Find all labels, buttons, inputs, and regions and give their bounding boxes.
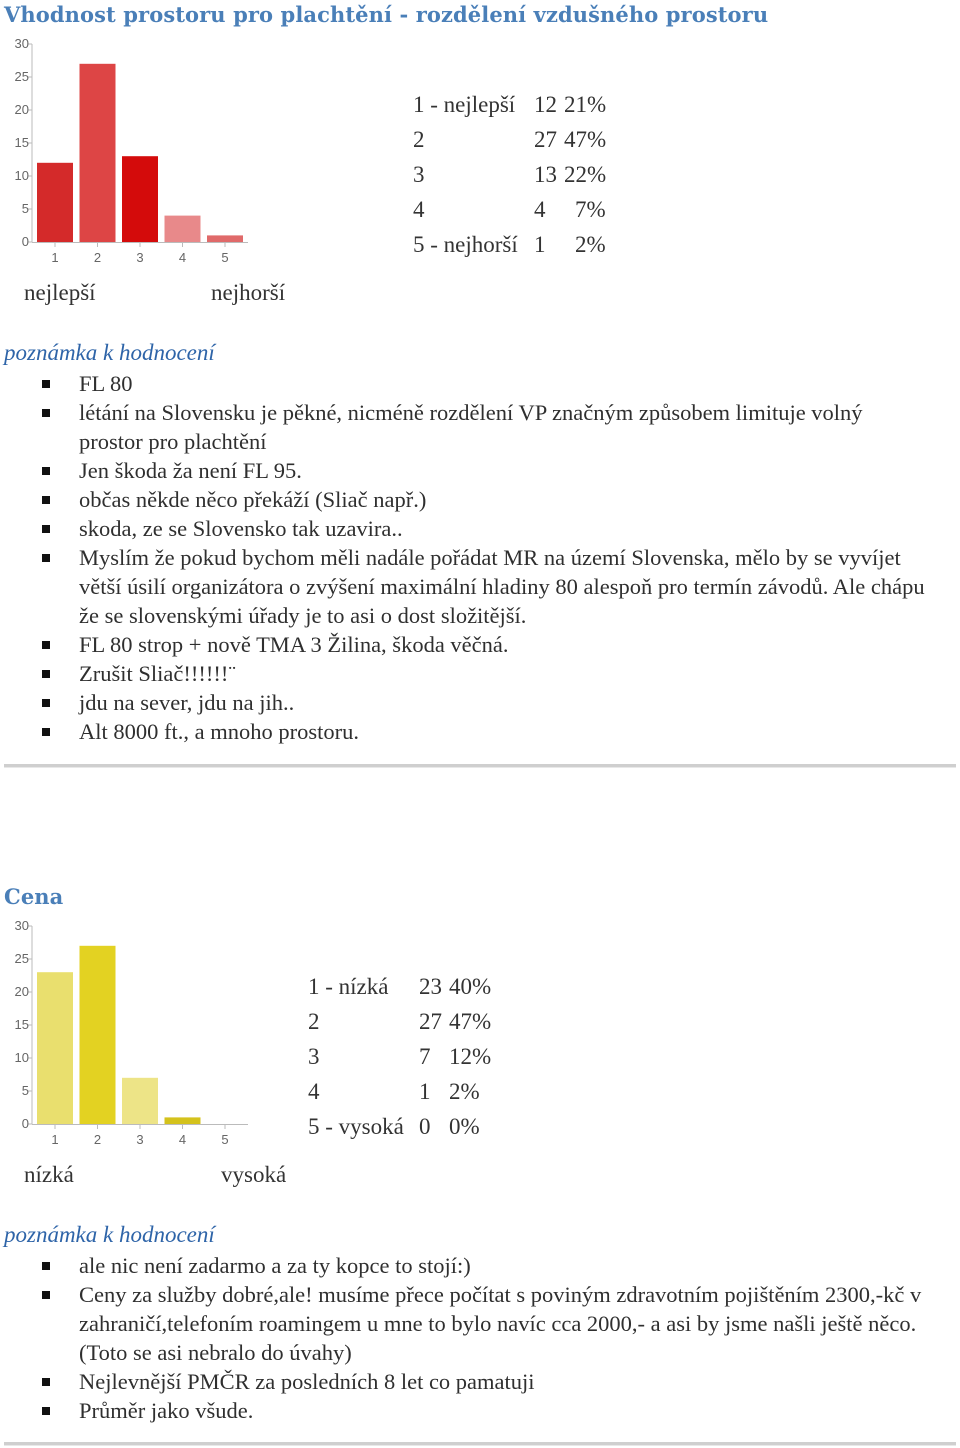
bar xyxy=(37,163,73,242)
notes-list xyxy=(0,1251,930,1425)
x-tick-label: 4 xyxy=(178,250,187,265)
stat-percent: 2% xyxy=(449,1079,480,1104)
list-item xyxy=(0,630,930,659)
bar-chart-airspace xyxy=(0,32,260,267)
list-item xyxy=(0,688,930,717)
stat-label: 5 - vysoká xyxy=(308,1114,404,1139)
square-bullet-icon xyxy=(42,641,50,649)
stat-label: 4 xyxy=(413,197,425,222)
square-bullet-icon xyxy=(42,554,50,562)
y-tick-label: 20 xyxy=(14,984,29,999)
y-tick-label: 25 xyxy=(14,69,29,84)
stat-count: 1 xyxy=(534,232,546,257)
notes-list xyxy=(0,369,930,746)
list-item xyxy=(0,1396,930,1425)
y-tick-label: 25 xyxy=(14,951,29,966)
x-tick-label: 2 xyxy=(93,250,102,265)
list-item xyxy=(0,543,930,630)
stat-count: 12 xyxy=(534,92,557,117)
stat-percent: 47% xyxy=(564,127,607,152)
section-divider xyxy=(4,764,956,768)
note-text: Nejlevnější PMČR za posledních 8 let co pamatuji xyxy=(79,1369,535,1394)
stat-percent: 2% xyxy=(575,232,606,257)
x-tick-label: 5 xyxy=(221,250,229,265)
stat-percent: 22% xyxy=(564,162,607,187)
section-title: Cena xyxy=(4,884,64,909)
square-bullet-icon xyxy=(42,1378,50,1386)
stat-percent: 0% xyxy=(449,1114,480,1139)
note-text: ale nic není zadarmo a za ty kopce to stojí:) xyxy=(79,1253,471,1278)
stat-count: 4 xyxy=(534,197,546,222)
square-bullet-icon xyxy=(42,467,50,475)
square-bullet-icon xyxy=(42,409,50,417)
y-tick-label: 0 xyxy=(21,234,29,249)
stat-count: 27 xyxy=(419,1009,442,1034)
stat-percent: 12% xyxy=(449,1044,492,1069)
note-text: skoda, ze se Slovensko tak uzavira.. xyxy=(79,516,403,541)
bar xyxy=(80,946,116,1124)
bar xyxy=(165,216,201,242)
stat-label: 2 xyxy=(308,1009,320,1034)
scale-label-low: nejlepší xyxy=(24,280,96,305)
bar xyxy=(37,972,73,1124)
x-tick-label: 2 xyxy=(93,1132,102,1147)
square-bullet-icon xyxy=(42,670,50,678)
list-item xyxy=(0,514,930,543)
bar-chart-price xyxy=(0,914,260,1149)
y-tick-label: 10 xyxy=(14,168,29,183)
stat-count: 13 xyxy=(534,162,557,187)
list-item xyxy=(0,398,930,456)
stat-count: 23 xyxy=(419,974,442,999)
section-divider xyxy=(4,1442,956,1446)
note-text: Zrušit Sliač!!!!!!¨ xyxy=(79,661,236,686)
y-tick-label: 0 xyxy=(21,1116,29,1131)
x-tick-label: 4 xyxy=(178,1132,187,1147)
square-bullet-icon xyxy=(42,1262,50,1270)
square-bullet-icon xyxy=(42,380,50,388)
note-text: Průměr jako všude. xyxy=(79,1398,254,1423)
y-tick-label: 10 xyxy=(14,1050,29,1065)
stat-count: 1 xyxy=(419,1079,431,1104)
square-bullet-icon xyxy=(42,699,50,707)
bar xyxy=(80,64,116,242)
list-item xyxy=(0,1251,930,1280)
square-bullet-icon xyxy=(42,496,50,504)
stat-count: 0 xyxy=(419,1114,431,1139)
stat-count: 7 xyxy=(419,1044,431,1069)
stat-label: 3 xyxy=(413,162,425,187)
note-text: občas někde něco překáží (Sliač např.) xyxy=(79,487,427,512)
note-text: Alt 8000 ft., a mnoho prostoru. xyxy=(79,719,359,744)
square-bullet-icon xyxy=(42,525,50,533)
section-title: Vhodnost prostoru pro plachtění - rozdělení vzdušného prostoru xyxy=(4,2,769,27)
scale-label-high: vysoká xyxy=(221,1162,287,1187)
list-item xyxy=(0,485,930,514)
stat-percent: 47% xyxy=(449,1009,492,1034)
y-tick-label: 30 xyxy=(14,36,29,51)
y-tick-label: 5 xyxy=(21,201,29,216)
scale-label-low: nízká xyxy=(24,1162,74,1187)
note-text: FL 80 strop + nově TMA 3 Žilina, škoda věčná. xyxy=(79,632,509,657)
stat-label: 2 xyxy=(413,127,425,152)
list-item xyxy=(0,717,930,746)
stat-count: 27 xyxy=(534,127,557,152)
notes-header: poznámka k hodnocení xyxy=(4,340,215,365)
x-tick-label: 1 xyxy=(51,250,59,265)
notes-header: poznámka k hodnocení xyxy=(4,1222,215,1247)
y-tick-label: 15 xyxy=(14,135,29,150)
list-item xyxy=(0,369,930,398)
note-text: jdu na sever, jdu na jih.. xyxy=(79,690,295,715)
list-item xyxy=(0,1367,930,1396)
bar xyxy=(122,156,158,242)
note-text: Ceny za služby dobré,ale! musíme přece počítat s poviným zdravotním pojištěním 2300,-kč v zahraničí,telefoním roamingem u mne to bylo navíc cca 2000,- a asi by jsme našli ještě něco.(Toto se asi nebralo do úvahy) xyxy=(79,1282,922,1365)
square-bullet-icon xyxy=(42,1407,50,1415)
stat-label: 1 - nízká xyxy=(308,974,389,999)
note-text: Myslím že pokud bychom měli nadále pořádat MR na území Slovenska, mělo by se vyvíjet větší úsilí organizátora o zvýšení maximální hladiny 80 alespoň pro termín závodů. Ale chápu že se slovenskými úřady je to asi o dost složitější. xyxy=(79,545,925,628)
x-tick-label: 1 xyxy=(51,1132,59,1147)
square-bullet-icon xyxy=(42,1291,50,1299)
list-item xyxy=(0,1280,930,1367)
x-tick-label: 5 xyxy=(221,1132,229,1147)
y-tick-label: 15 xyxy=(14,1017,29,1032)
stat-percent: 21% xyxy=(564,92,607,117)
y-tick-label: 5 xyxy=(21,1083,29,1098)
stat-percent: 7% xyxy=(575,197,606,222)
stat-label: 3 xyxy=(308,1044,320,1069)
note-text: Jen škoda ža není FL 95. xyxy=(79,458,302,483)
scale-label-high: nejhorší xyxy=(211,280,286,305)
stat-percent: 40% xyxy=(449,974,492,999)
bar xyxy=(165,1117,201,1124)
square-bullet-icon xyxy=(42,728,50,736)
x-tick-label: 3 xyxy=(136,250,144,265)
stat-label: 5 - nejhorší xyxy=(413,232,518,257)
x-tick-label: 3 xyxy=(136,1132,144,1147)
bar xyxy=(122,1078,158,1124)
note-text: FL 80 xyxy=(79,371,133,396)
y-tick-label: 30 xyxy=(14,918,29,933)
bar xyxy=(207,235,243,242)
stat-label: 1 - nejlepší xyxy=(413,92,516,117)
list-item xyxy=(0,456,930,485)
y-tick-label: 20 xyxy=(14,102,29,117)
stat-label: 4 xyxy=(308,1079,320,1104)
note-text: létání na Slovensku je pěkné, nicméně rozdělení VP značným způsobem limituje volný prostor pro plachtění xyxy=(79,400,863,454)
list-item xyxy=(0,659,930,688)
